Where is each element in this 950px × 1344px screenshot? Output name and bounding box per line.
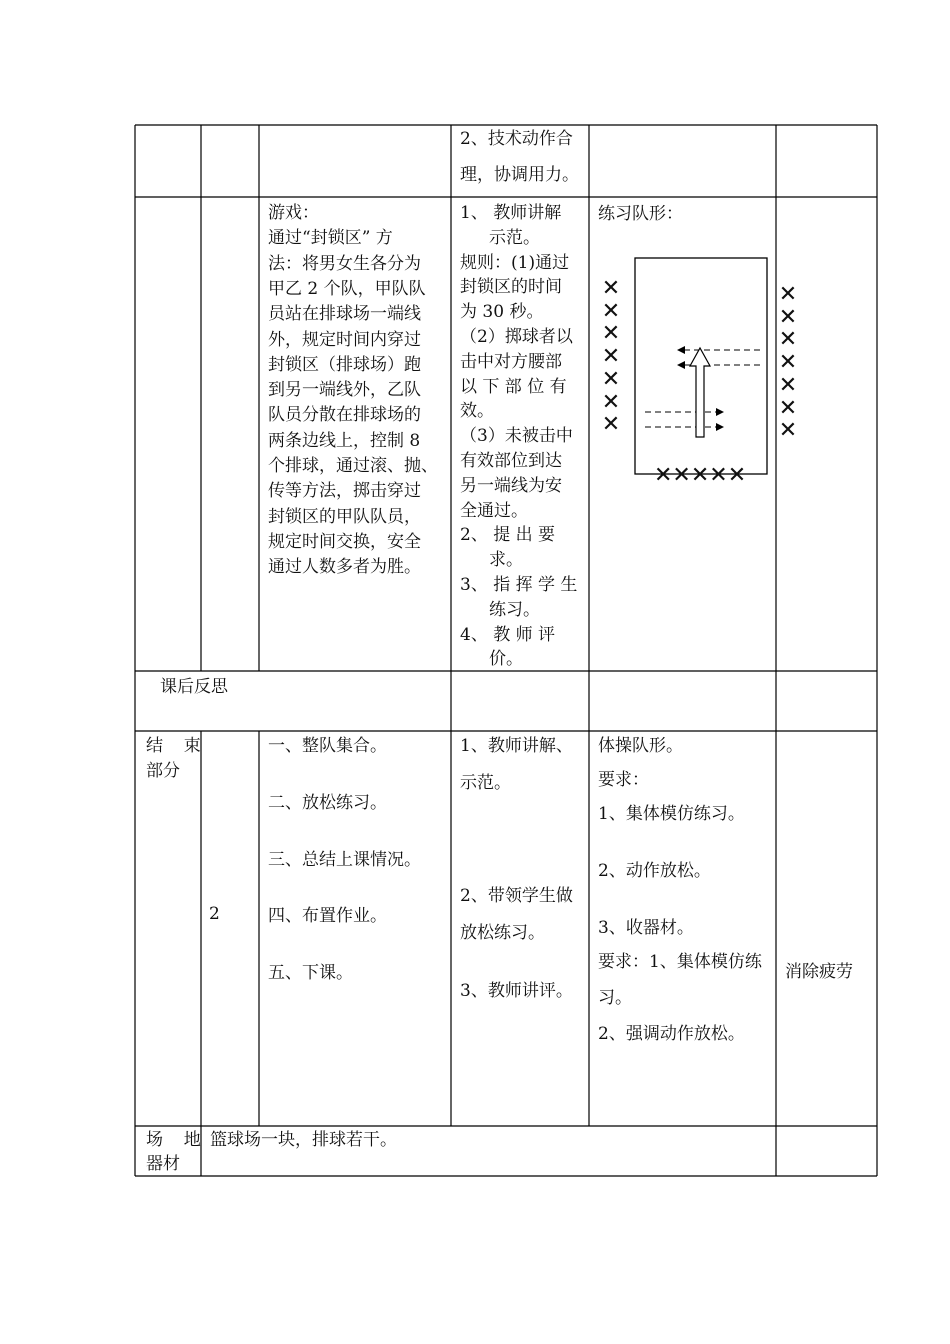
game-content-line: 通过“封锁区” 方 [268,228,393,249]
game-content-line: 通过人数多者为胜。 [268,557,421,578]
end-student-2: 要求： [598,770,649,790]
end-student-1: 体操队形。 [598,736,683,756]
game-content-line: 队员分散在排球场的 [268,405,421,426]
game-teacher-line: 效。 [460,401,494,422]
game-teacher-line: （3）未被击中 [460,426,573,447]
end-section-label-2: 部分 [146,761,180,781]
game-content-line: 个排球，通过滚、抛、 [268,456,438,476]
game-teacher-line: 示范。 [489,227,540,248]
formation-title: 练习队形： [598,204,683,224]
game-content-line: 外，规定时间内穿过 [268,329,421,350]
game-teacher-line: 另一端线为安 [460,475,562,496]
game-content-line: 法：将男女生各分为 [268,253,421,274]
left-student-marks: ✕✕✕✕✕✕✕ [601,276,621,438]
game-content-line: 封锁区（排球场）跑 [268,354,421,375]
end-teacher-1: 1、教师讲解、 [460,736,573,756]
end-teacher-5: 3、教师讲评。 [460,981,573,1001]
reflection-label: 课后反思 [160,677,228,697]
game-teacher-line: 价。 [489,649,523,670]
game-teacher-line: 击中对方腰部 [460,351,562,372]
right-student-marks: ✕✕✕✕✕✕✕ [778,282,798,444]
game-content-line: 传等方法，掷击穿过 [268,481,421,502]
equipment-label-1: 场 地 [146,1130,209,1150]
equipment-content: 篮球场一块，排球若干。 [210,1130,397,1150]
hollow-up-arrow [690,348,710,437]
game-teacher-line: 有效部位到达 [460,451,562,471]
end-note: 消除疲劳 [785,962,853,982]
game-teacher-line: 2、 提 出 要 [460,525,556,546]
end-teacher-3: 2、带领学生做 [460,886,573,906]
end-teacher-4: 放松练习。 [460,923,545,943]
game-content-line: 员站在排球场一端线 [268,304,421,325]
game-teacher-line: 3、 指 挥 学 生 [460,575,578,595]
equipment-label-2: 器材 [146,1154,180,1174]
game-content-line: 两条边线上，控制 8 [268,430,421,451]
game-content-line: 到另一端线外，乙队 [268,380,421,401]
game-teacher-line: 为 30 秒。 [460,302,544,323]
game-teacher-line: 1、 教师讲解 [460,203,562,223]
teacher-step-2-line-2: 理，协调用力。 [460,165,579,185]
game-teacher-line: （2）掷球者以 [460,327,573,347]
end-student-8: 2、强调动作放松。 [598,1024,745,1044]
end-student-4: 2、动作放松。 [598,861,711,881]
game-teacher-line: 封锁区的时间 [460,277,562,298]
end-content-3: 三、总结上课情况。 [268,850,421,870]
end-content-4: 四、布置作业。 [268,906,387,926]
teacher-step-2-line-1: 2、技术动作合 [460,129,573,149]
end-student-7: 习。 [598,988,632,1008]
game-content-line: 甲乙 2 个队，甲队队 [268,278,426,299]
end-section-label-1: 结 束 [146,736,209,756]
game-teacher-line: 以 下 部 位 有 [460,376,567,397]
game-content-line: 规定时间交换，安全 [268,531,421,552]
game-teacher-line: 4、 教 师 评 [460,624,556,645]
game-teacher-line: 求。 [489,550,523,571]
game-teacher-line: 练习。 [489,599,540,620]
game-content-line: 封锁区的甲队队员， [268,506,421,527]
end-teacher-2: 示范。 [460,773,511,793]
end-content-5: 五、下课。 [268,963,353,983]
game-teacher-line: 全通过。 [460,500,528,521]
end-time: 2 [209,904,220,924]
game-content-line: 游戏： [268,203,319,223]
end-content-1: 一、整队集合。 [268,736,387,756]
bottom-student-marks: ✕✕✕✕✕ [654,463,747,488]
end-content-2: 二、放松练习。 [268,793,387,813]
end-student-5: 3、收器材。 [598,918,694,938]
end-student-6: 要求：1、集体模仿练 [598,952,762,972]
game-teacher-line: 规则：(1)通过 [460,252,570,273]
end-student-3: 1、集体模仿练习。 [598,804,745,824]
